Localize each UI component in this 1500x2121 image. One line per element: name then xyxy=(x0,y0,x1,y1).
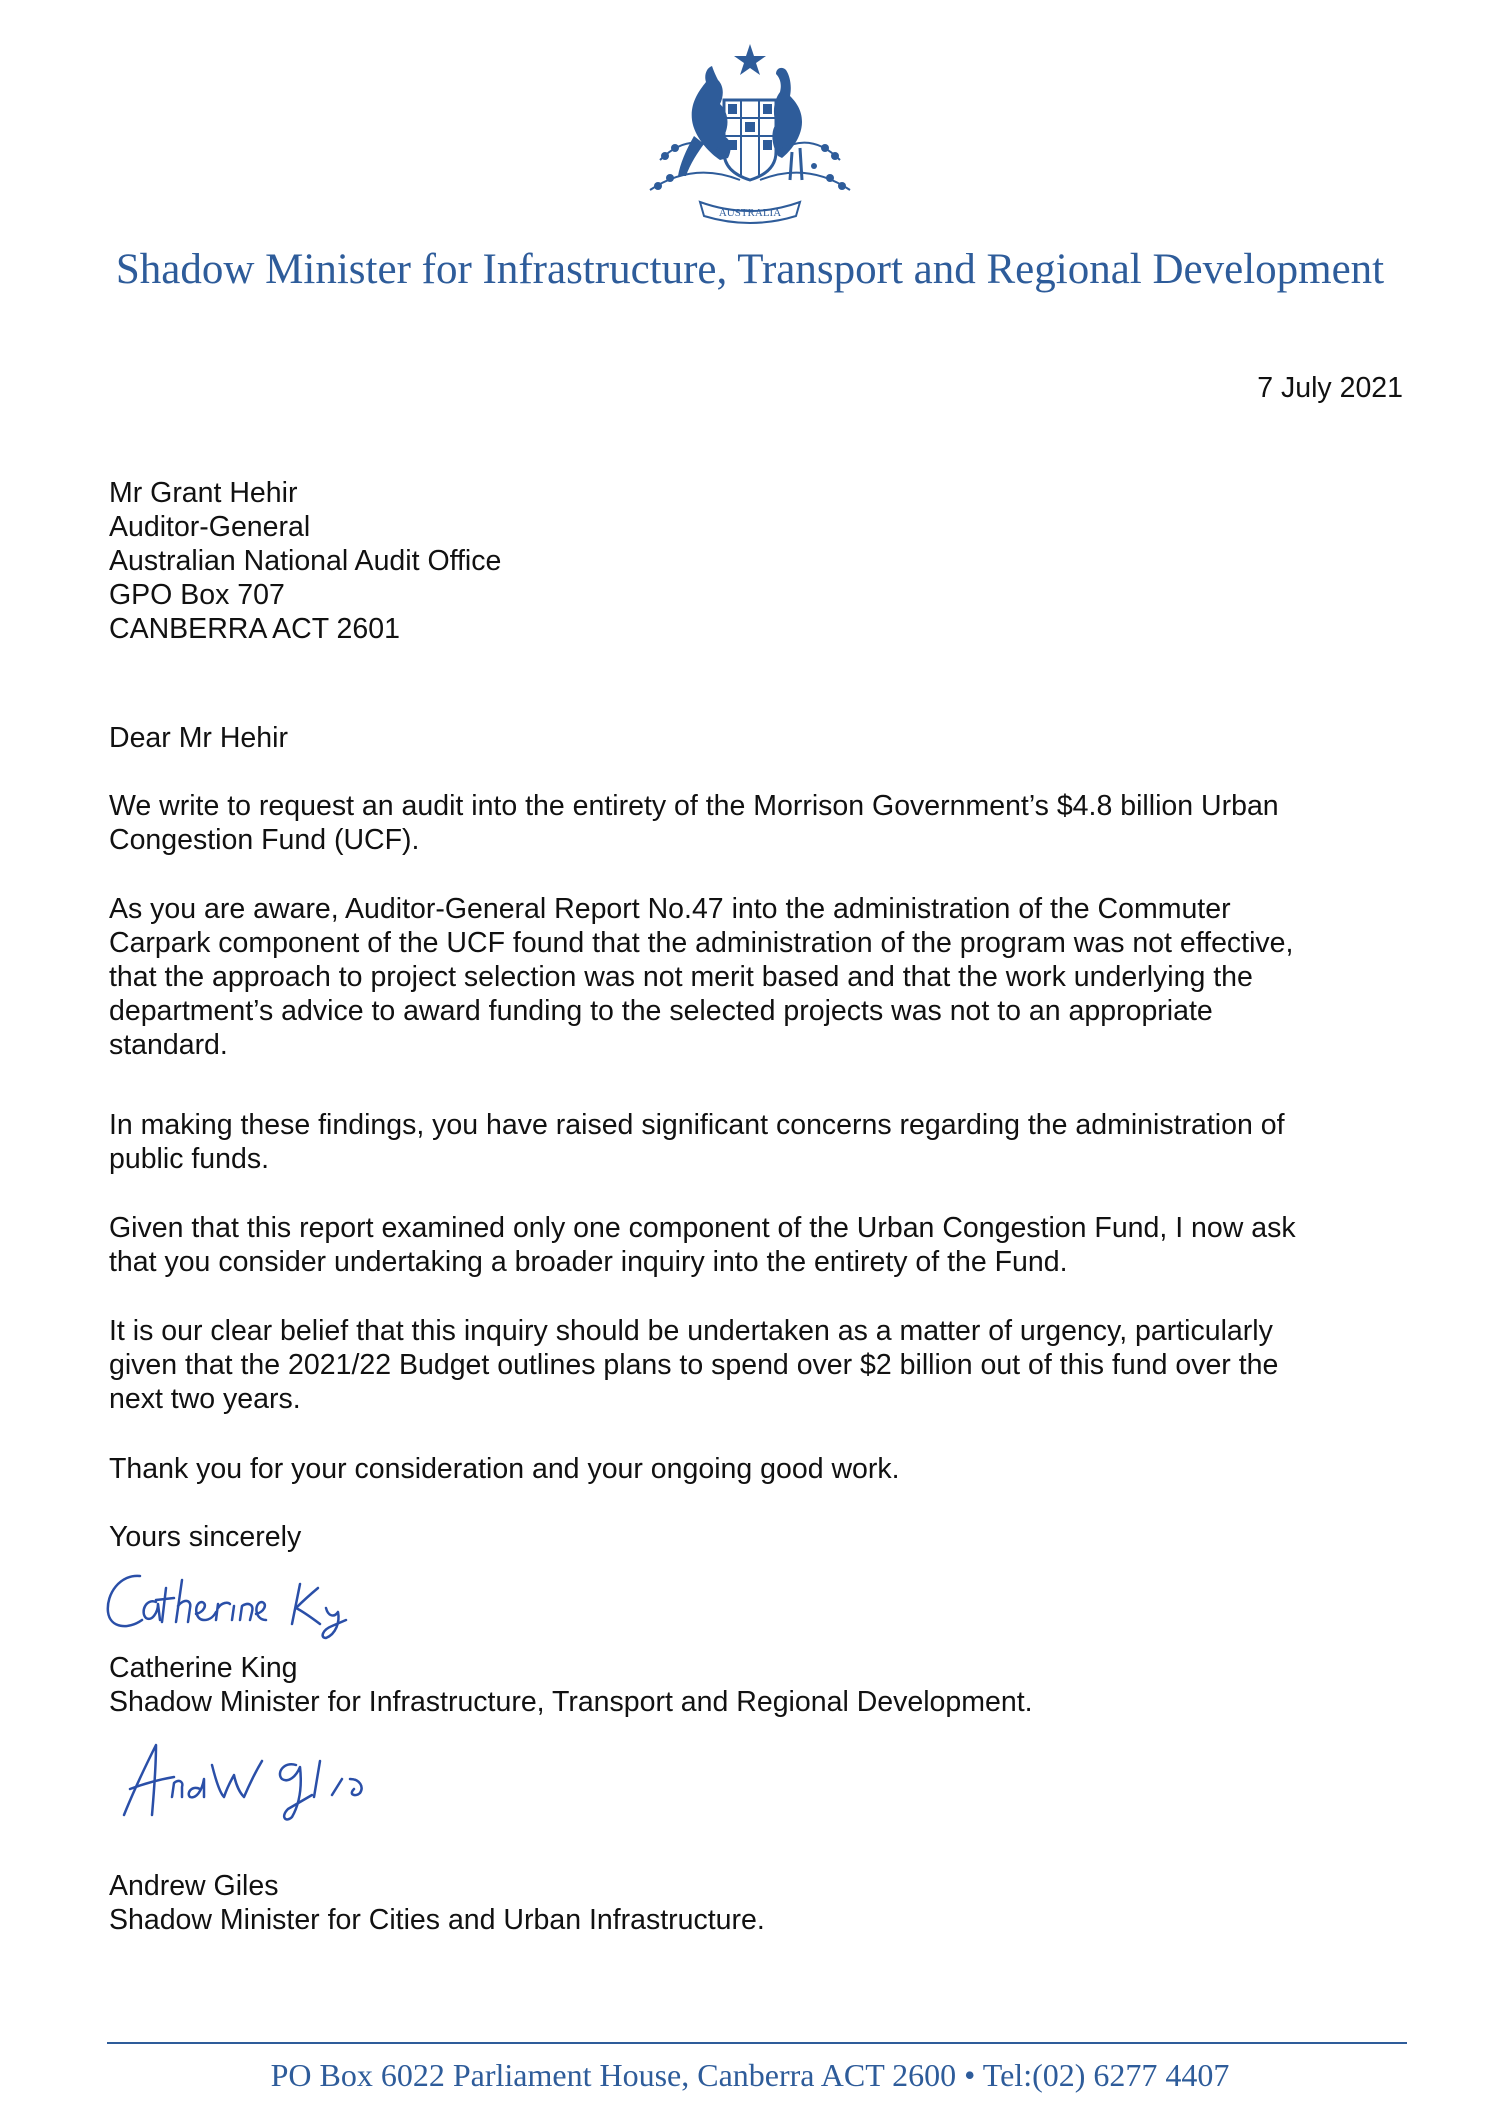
letterhead-title: Shadow Minister for Infrastructure, Transport and Regional Development xyxy=(115,246,1385,293)
signature-catherine-king xyxy=(100,1562,420,1642)
coat-of-arms-icon xyxy=(620,40,880,230)
signature-andrew-giles xyxy=(116,1735,416,1825)
address-line: CANBERRA ACT 2601 xyxy=(109,613,400,645)
signatory-name: Catherine King xyxy=(109,1652,298,1684)
salutation: Dear Mr Hehir xyxy=(109,722,288,754)
body-paragraph: In making these findings, you have raised significant concerns regarding the administration of public funds. xyxy=(109,1109,1285,1175)
footer-divider xyxy=(107,2042,1407,2044)
body-paragraph: As you are aware, Auditor-General Report No.47 into the administration of the Commuter Carpark component of the UCF found that the administration of the program was not effective, that the approach to project selection was not merit based and that the work underlying the department’s advice to award funding to the selected projects was not to an appropriate standard. xyxy=(109,893,1294,1061)
signatory-name: Andrew Giles xyxy=(109,1870,279,1902)
body-paragraph: We write to request an audit into the entirety of the Morrison Government’s $4.8 billion Urban Congestion Fund (UCF). xyxy=(109,790,1279,856)
body-paragraph: Given that this report examined only one component of the Urban Congestion Fund, I now ask that you consider undertaking a broader inquiry into the entirety of the Fund. xyxy=(109,1212,1296,1278)
body-paragraph: Thank you for your consideration and your ongoing good work. xyxy=(109,1453,900,1485)
recipient-address xyxy=(109,476,501,646)
address-line: Australian National Audit Office xyxy=(109,545,502,577)
address-line: GPO Box 707 xyxy=(109,579,285,611)
crest-motto: AUSTRALIA xyxy=(718,207,782,219)
address-line: Mr Grant Hehir xyxy=(109,477,298,509)
body-paragraph: It is our clear belief that this inquiry should be undertaken as a matter of urgency, particularly given that the 2021/22 Budget outlines plans to spend over $2 billion out of this fund over the next two years. xyxy=(109,1315,1279,1415)
letter-date: 7 July 2021 xyxy=(1257,372,1403,404)
footer-contact: PO Box 6022 Parliament House, Canberra ACT 2600 • Tel:(02) 6277 4407 xyxy=(270,2057,1230,2093)
signatory-title: Shadow Minister for Infrastructure, Transport and Regional Development. xyxy=(109,1686,1033,1718)
signatory-title: Shadow Minister for Cities and Urban Infrastructure. xyxy=(109,1904,765,1936)
closing: Yours sincerely xyxy=(109,1521,302,1553)
address-line: Auditor-General xyxy=(109,511,311,543)
